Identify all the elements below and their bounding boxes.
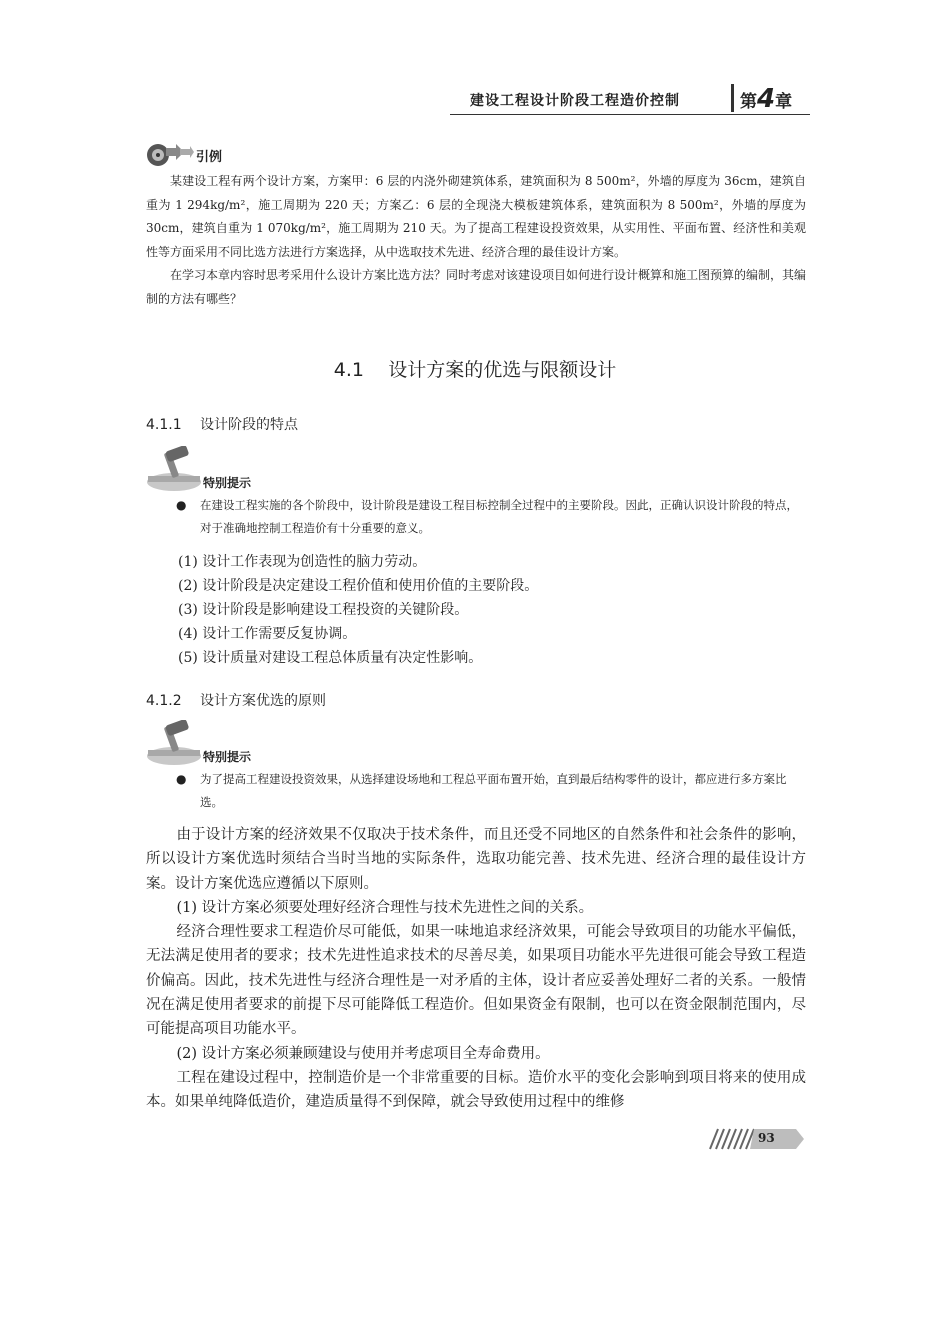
subsection-title: 设计方案优选的原则 <box>200 693 326 709</box>
tip-text-1: 在建设工程实施的各个阶段中，设计阶段是建设工程目标控制全过程中的主要阶段。因此，正确认识设计阶段的特点，对于准确地控制工程造价有十分重要的意义。 <box>200 498 798 535</box>
header-rule <box>450 114 810 115</box>
subsection-number: 4.1.2 <box>146 693 182 709</box>
header-divider-bar <box>731 84 734 112</box>
body-paragraph: 经济合理性要求工程造价尽可能低，如果一味地追求经济效果，可能会导致项目的功能水平偏低，无法满足使用者的要求；技术先进性追求技术的尽善尽美，如果项目功能水平先进很可能会导致工程造价偏高。因此，技术先进性与经济合理性是一对矛盾的主体，设计者应妥善处理好二者的关系。一般情况在满足使用者要求的前提下尽可能降低工程造价。但如果资金有限制，也可以在资金限制范围内，尽可能提高项目功能水平。 <box>146 924 806 1038</box>
section-title <box>0 355 950 382</box>
intro-paragraph-2: 在学习本章内容时思考采用什么设计方案比选方法？同时考虑对该建设项目如何进行设计概算和施工图预算的编制，其编制的方法有哪些？ <box>146 268 807 306</box>
principle-item: (2) 设计方案必须兼顾建设与使用并考虑项目全寿命费用。 <box>176 1045 550 1062</box>
list-item: (3) 设计阶段是影响建设工程投资的关键阶段。 <box>178 602 469 618</box>
tip-body-2 <box>176 768 806 814</box>
chapter-number: 4 <box>757 84 776 114</box>
list-item: (1) 设计工作表现为创造性的脑力劳动。 <box>178 554 427 570</box>
hammer-icon <box>146 446 202 492</box>
running-header-title: 建设工程设计阶段工程造价控制 <box>470 93 680 109</box>
bullet-icon: ● <box>176 498 187 512</box>
section-title-text: 设计方案的优选与限额设计 <box>388 359 617 381</box>
subsection-heading-2 <box>146 690 326 710</box>
list-item: (4) 设计工作需要反复协调。 <box>178 626 357 642</box>
subsection-number: 4.1.1 <box>146 417 182 433</box>
feature-list <box>178 550 538 670</box>
page-number: 93 <box>758 1131 775 1145</box>
chapter-prefix: 第 <box>740 92 757 112</box>
intro-text <box>146 170 806 311</box>
hammer-icon <box>146 720 202 766</box>
list-item: (5) 设计质量对建设工程总体质量有决定性影响。 <box>178 650 483 666</box>
principle-item: (1) 设计方案必须要处理好经济合理性与技术先进性之间的关系。 <box>176 899 594 916</box>
intro-paragraph-1: 某建设工程有两个设计方案，方案甲：6 层的内浇外砌建筑体系，建筑面积为 8 500m²，外墙的厚度为 36cm，建筑自重为 1 294kg/m²，施工周期为 220 天；方案乙：6 层的全现浇大模板建筑体系，建筑面积为 8 500m²，外墙的厚度为 30cm，建筑自重为 1 070kg/m²，施工周期为 210 天。为了提高工程建设投资效果，从实用性、平面布置、经济性和美观性等方面采用不同比选方法进行方案选择，从中选取技术先进、经济合理的最佳设计方案。 <box>146 174 806 259</box>
section-number: 4.1 <box>333 359 365 381</box>
tip-text-2: 为了提高工程建设投资效果，从选择建设场地和工程总平面布置开始，直到最后结构零件的设计，都应进行多方案比选。 <box>200 772 787 809</box>
subsection-title: 设计阶段的特点 <box>200 417 298 433</box>
tip-body-1 <box>176 494 806 540</box>
subsection-heading-1 <box>146 414 298 434</box>
page-tab-icon <box>704 1127 806 1151</box>
chapter-label <box>740 84 792 114</box>
tip-label-2: 特别提示 <box>203 750 252 764</box>
list-item: (2) 设计阶段是决定建设工程价值和使用价值的主要阶段。 <box>178 578 539 594</box>
chapter-suffix: 章 <box>775 92 793 112</box>
disc-arrow-icon <box>146 140 194 170</box>
intro-label: 引例 <box>196 150 223 165</box>
body-paragraph: 由于设计方案的经济效果不仅取决于技术条件，而且还受不同地区的自然条件和社会条件的影响，所以设计方案优选时须结合当时当地的实际条件，选取功能完善、技术先进、经济合理的最佳设计方案。设计方案优选应遵循以下原则。 <box>146 827 806 892</box>
running-header <box>450 80 810 116</box>
bullet-icon: ● <box>176 772 187 786</box>
tip-label-1: 特别提示 <box>203 476 252 490</box>
body-paragraph: 工程在建设过程中，控制造价是一个非常重要的目标。造价水平的变化会影响到项目将来的使用成本。如果单纯降低造价，建造质量得不到保障，就会导致使用过程中的维修 <box>146 1069 806 1111</box>
principles-body <box>146 823 806 1115</box>
